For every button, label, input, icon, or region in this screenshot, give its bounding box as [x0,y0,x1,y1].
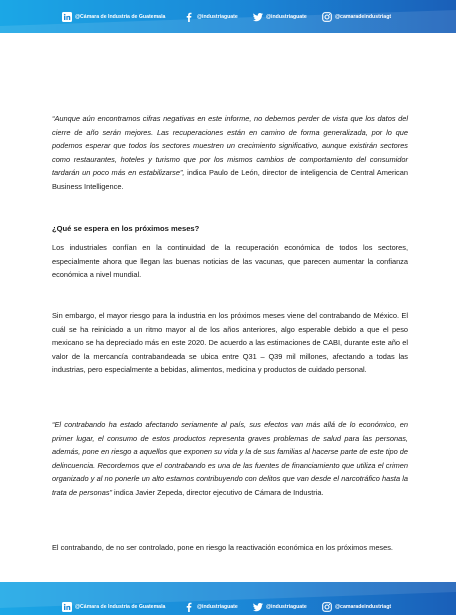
section-heading: ¿Qué se espera en los próximos meses? [52,224,200,233]
quote-paragraph-1 [52,112,408,194]
twitter-icon [253,12,263,22]
instagram-icon [322,602,332,612]
facebook-icon [184,602,194,612]
paragraph-contraband: Sin embargo, el mayor riesgo para la industria en los próximos meses viene del contrabando de México. El cuál se ha reiniciado a un ritmo mayor al de los años anteriores, algo esperable debido a que el peso mexicano se ha depreciado más en este 2020. De acuerdo a las estimaciones de CABI, durante este año el valor de la mercancía contrabandeada se ubica entre Q31 – Q39 mil millones, afectando a todas las industrias, pero especialmente a bebidas, alimentos, medicina y productos de cuidado personal. [52,311,408,375]
header-facebook-label: @industriaguate [197,14,238,20]
linkedin-icon [62,12,72,22]
paragraph-vaccines: Los industriales confían en la continuidad de la recuperación económica de todos los sectores, especialmente ahora que llegan las buenas noticias de las vacunas, que parecen aumentar la confianza económica a nivel mundial. [52,243,408,280]
linkedin-icon [62,602,72,612]
quote-attribution-1: indica Paulo de León, director de inteligencia de Central American Business Intelligence. [52,168,408,191]
footer-linkedin-link[interactable] [62,601,165,613]
footer-instagram-link[interactable] [322,601,391,613]
paragraph-closing: El contrabando, de no ser controlado, pone en riesgo la reactivación económica en los próximos meses. [52,543,393,552]
header-twitter-link[interactable] [253,11,307,23]
footer-twitter-label: @industriaguate [266,604,307,610]
footer-instagram-label: @camaradeindustriagt [335,604,392,610]
header-linkedin-link[interactable] [62,11,165,23]
header-banner [0,0,456,33]
footer-linkedin-label: @Cámara de Industria de Guatemala [75,604,166,610]
quote-paragraph-2 [52,418,408,500]
footer-facebook-link[interactable] [184,601,238,613]
header-instagram-label: @camaradeindustriagt [335,14,392,20]
header-facebook-link[interactable] [184,11,238,23]
quote-text-1: “Aunque aún encontramos cifras negativas en este informe, no debemos perder de vista que los datos del cierre de año serán mejores. Las recuperaciones están en camino de forma generalizada, por lo que podemos esperar que todos los sectores muestren un crecimiento significativo, aunque existirán sectores como restaurantes, hoteles y turismo que por los mismos cambios de comportamiento del consumidor tardarán un poco más en estabilizarse”, [52,114,408,178]
header-linkedin-label: @Cámara de Industria de Guatemala [75,14,166,20]
facebook-icon [184,12,194,22]
quote-attribution-2: indica Javier Zepeda, director ejecutivo de Cámara de Industria. [111,487,324,497]
quote-text-2: “El contrabando ha estado afectando seriamente al país, sus efectos van más allá de lo económico, en primer lugar, el consumo de estos productos representa graves problemas de salud para las personas, además, pone en riesgo a aquellos que exponen su vida y la de sus familias al hacerse parte de este tipo de delincuencia. Recordemos que el contrabando es una de las fuentes de financiamiento que utiliza el crimen organizado y al no ponerle un alto estamos contribuyendo con delitos que van desde el narcotráfico hasta la trata de personas” [52,420,408,497]
twitter-icon [253,602,263,612]
footer-facebook-label: @industriaguate [197,604,238,610]
footer-banner [0,582,456,615]
instagram-icon [322,12,332,22]
footer-twitter-link[interactable] [253,601,307,613]
header-instagram-link[interactable] [322,11,391,23]
header-twitter-label: @industriaguate [266,14,307,20]
